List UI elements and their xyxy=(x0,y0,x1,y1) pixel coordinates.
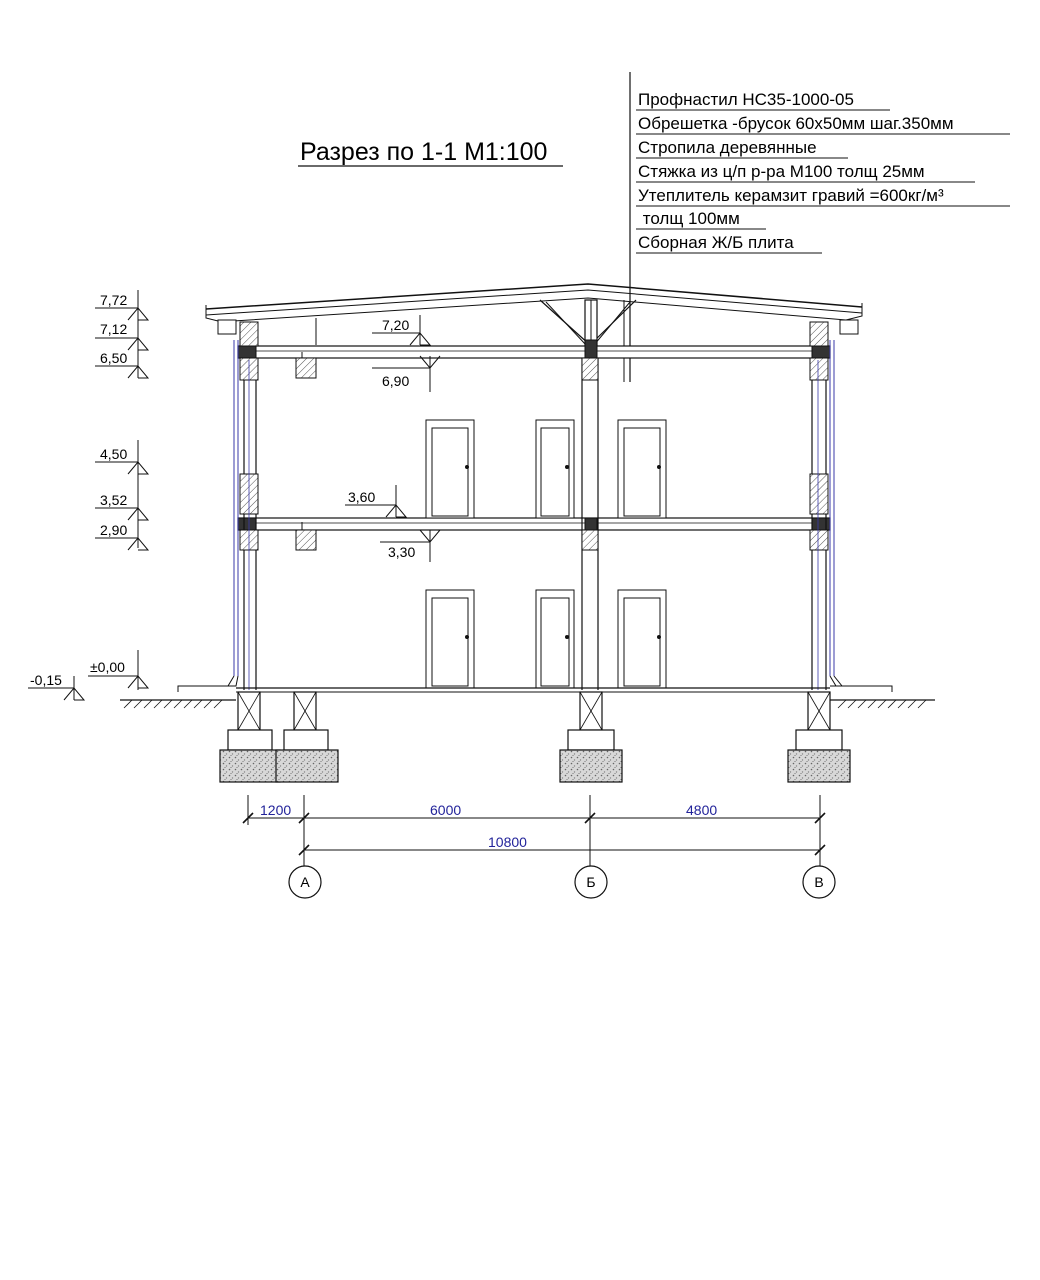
dimension-lines xyxy=(243,795,825,866)
level-7-72: 7,72 xyxy=(100,292,128,308)
left-level-labels xyxy=(30,292,127,688)
level-minus-0-15: -0,15 xyxy=(30,672,62,688)
roof xyxy=(206,284,862,346)
drainpipes xyxy=(228,340,842,690)
dim-6000: 6000 xyxy=(430,802,462,818)
doors xyxy=(426,420,666,688)
level-4-50: 4,50 xyxy=(100,446,128,462)
level-3-60: 3,60 xyxy=(348,489,376,505)
axis-markers xyxy=(289,866,835,898)
roof-note-3: Стропила деревянные xyxy=(638,138,817,157)
level-3-30: 3,30 xyxy=(388,544,416,560)
foundations xyxy=(220,692,850,782)
level-6-90: 6,90 xyxy=(382,373,410,389)
axis-v-label: В xyxy=(814,874,824,890)
foundation-a-inner xyxy=(276,692,338,782)
door-2f-1 xyxy=(426,420,474,518)
roof-note-1: Профнастил НС35-1000-05 xyxy=(638,90,854,109)
drawing-title xyxy=(298,138,563,166)
axis-labels xyxy=(300,874,823,890)
title-text: Разрез по 1-1 М1:100 xyxy=(300,138,548,166)
level-3-52: 3,52 xyxy=(100,492,128,508)
door-2f-2 xyxy=(536,420,574,518)
level-7-12: 7,12 xyxy=(100,321,128,337)
level-2-90: 2,90 xyxy=(100,522,128,538)
left-level-marks xyxy=(28,290,148,700)
dimension-labels xyxy=(260,802,717,850)
roof-note-2: Обрешетка -брусок 60х50мм шаг.350мм xyxy=(638,114,954,133)
dim-10800: 10800 xyxy=(488,834,527,850)
dim-4800: 4800 xyxy=(686,802,718,818)
attic-slab xyxy=(238,322,830,358)
axis-a-label: А xyxy=(300,874,310,890)
level-7-20: 7,20 xyxy=(382,317,410,333)
foundation-b xyxy=(560,692,622,782)
roof-note-6: толщ 100мм xyxy=(638,209,740,228)
roof-note-4: Стяжка из ц/п р-ра М100 толщ 25мм xyxy=(638,162,925,181)
roof-note-5: Утеплитель керамзит гравий =600кг/м³ xyxy=(638,186,944,205)
door-2f-3 xyxy=(618,420,666,518)
door-1f-1 xyxy=(426,590,474,688)
door-1f-2 xyxy=(536,590,574,688)
floor-slab-2 xyxy=(238,518,830,530)
axis-b-label: Б xyxy=(586,874,596,890)
foundation-a-outer xyxy=(220,692,280,782)
door-1f-3 xyxy=(618,590,666,688)
level-6-50: 6,50 xyxy=(100,350,128,366)
level-0-00: ±0,00 xyxy=(90,659,125,675)
roof-note-7: Сборная Ж/Б плита xyxy=(638,233,794,252)
dim-1200: 1200 xyxy=(260,802,292,818)
